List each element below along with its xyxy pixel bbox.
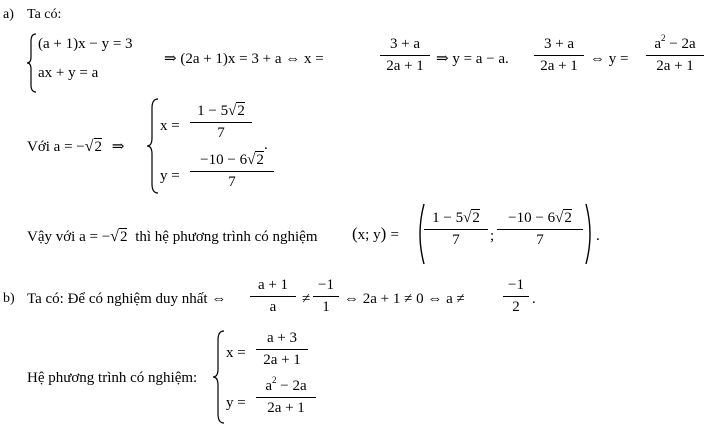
solution-b-x-lhs: x = bbox=[226, 345, 246, 361]
fraction-x: 3 + a 2a + 1 bbox=[380, 37, 430, 74]
derivation-step-2: ⇒ y = a − a. bbox=[436, 51, 509, 67]
condition-fraction: −1 2 bbox=[503, 278, 529, 315]
ratio-fraction-2: −1 1 bbox=[313, 278, 339, 315]
solution-x-lhs: x = bbox=[160, 118, 180, 134]
solution-dot: . bbox=[264, 137, 268, 153]
answer-x-fraction: 1 − 5√2 7 bbox=[424, 211, 488, 248]
system-brace-2 bbox=[147, 98, 159, 194]
uniqueness-intro: Ta có: Để có nghiệm duy nhất ⇔ bbox=[27, 291, 227, 307]
part-a-marker: a) bbox=[3, 7, 14, 22]
system-brace-1 bbox=[27, 33, 37, 93]
big-paren-right bbox=[585, 203, 595, 265]
system-has-solution-label: Hệ phương trình có nghiệm: bbox=[27, 370, 198, 386]
system-brace-3 bbox=[213, 330, 225, 424]
derivation-step-1: ⇒ (2a + 1)x = 3 + a ⇔ x = bbox=[164, 51, 324, 67]
ratio-fraction-1: a + 1 a bbox=[250, 278, 296, 315]
answer-separator: ; bbox=[490, 228, 495, 244]
conclusion-a: Vậy với a = −√2 thì hệ phương trình có nghiệm bbox=[27, 228, 318, 245]
neq-sign: ≠ bbox=[302, 291, 311, 307]
fraction-y: 3 + a 2a + 1 bbox=[534, 37, 584, 74]
system-equation-2: ax + y = a bbox=[38, 65, 99, 81]
solution-x-fraction: 1 − 5√2 7 bbox=[190, 104, 252, 141]
answer-y-fraction: −10 − 6√2 7 bbox=[497, 211, 583, 248]
system-equation-1: (a + 1)x − y = 3 bbox=[38, 36, 133, 52]
pair-xy: (x; y) = bbox=[352, 224, 399, 243]
solution-b-x-fraction: a + 3 2a + 1 bbox=[256, 331, 308, 368]
derivation-step-3: ⇔ y = bbox=[590, 51, 629, 67]
solution-b-y-lhs: y = bbox=[226, 395, 246, 411]
part-b-marker: b) bbox=[3, 291, 15, 306]
solution-y-fraction: −10 − 6√2 7 bbox=[190, 153, 274, 190]
solution-y-lhs: y = bbox=[160, 168, 180, 184]
fraction-y-simplified: $a^2 - 2a$ 2a + 1 bbox=[646, 37, 704, 74]
condition-step: ⇔ 2a + 1 ≠ 0 ⇔ a ≠ bbox=[344, 291, 465, 307]
ta-co-label: Ta có: bbox=[27, 7, 62, 22]
condition-dot: . bbox=[532, 291, 536, 307]
voi-a-label: Với a = −√2 ⇒ bbox=[27, 138, 125, 155]
conclusion-dot: . bbox=[596, 228, 600, 244]
solution-b-y-fraction: $a^2 - 2a$ 2a + 1 bbox=[256, 379, 316, 416]
